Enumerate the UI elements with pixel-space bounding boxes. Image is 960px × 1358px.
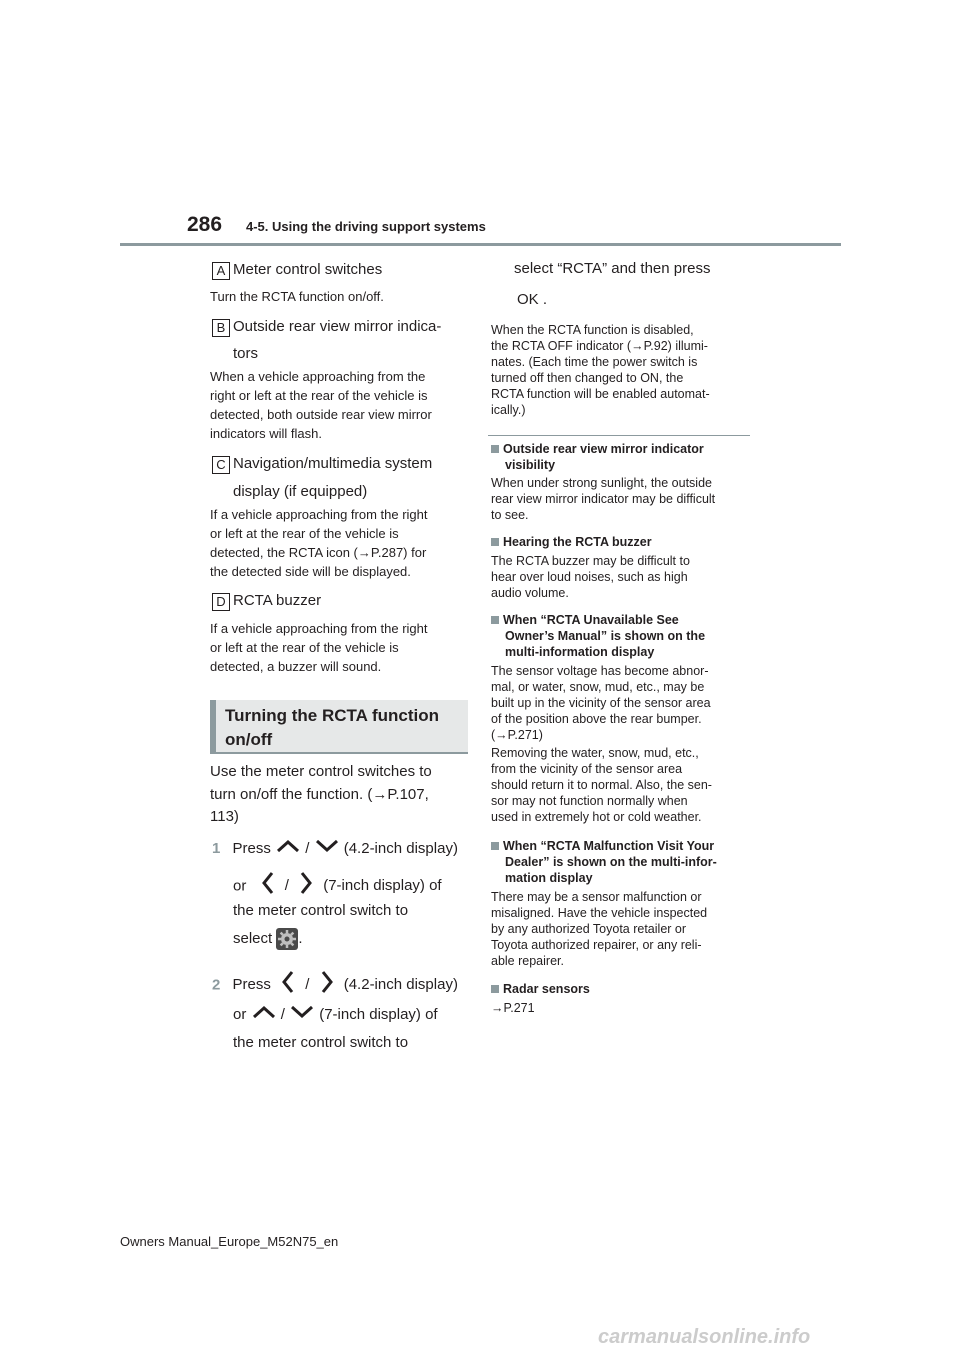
footer-text: Owners Manual_Europe_M52N75_en — [120, 1234, 339, 1249]
item-c-desc-2: or left at the rear of the vehicle is — [210, 526, 399, 541]
rsec-1-body: When under strong sunlight, the outside — [491, 476, 712, 490]
item-c-desc-3: detected, the RCTA icon (→P.287) for — [210, 545, 427, 560]
item-d-desc-2: or left at the rear of the vehicle is — [210, 640, 399, 655]
note-line: When the RCTA function is disabled, — [491, 323, 694, 337]
section-title: 4-5. Using the driving support systems — [246, 219, 486, 234]
item-a-title: Meter control switches — [233, 261, 383, 278]
bullet-square-icon — [491, 445, 499, 453]
rsec-1-body: to see. — [491, 508, 529, 522]
rsec-5-body: →P.271 — [491, 1001, 535, 1015]
step-2-or: or — [233, 1006, 247, 1023]
step-1-slash-2: / — [284, 877, 289, 895]
step-1-line-1 — [212, 838, 458, 860]
rsec-4-body: misaligned. Have the vehicle inspected — [491, 906, 708, 920]
section-heading — [210, 700, 468, 754]
note-line: the RCTA OFF indicator (→P.92) illumi- — [491, 339, 708, 353]
rsec-3-body: (→P.271) — [491, 728, 543, 742]
step-2-press: Press — [232, 976, 271, 994]
step-2-line-3: the meter control switch to — [233, 1034, 409, 1051]
step-1-line-3: the meter control switch to — [233, 902, 409, 919]
rsec-3-title: When “RCTA Unavailable See — [503, 613, 679, 627]
chevron-up-icon — [275, 838, 301, 860]
ok-button-label: OK — [517, 291, 539, 308]
right-separator — [488, 435, 750, 436]
rsec-2-body: The RCTA buzzer may be difficult to — [491, 554, 690, 568]
rsec-3-body: built up in the vicinity of the sensor area — [491, 696, 711, 710]
right-cont-2 — [517, 289, 547, 311]
bullet-square-icon — [491, 985, 499, 993]
step-2-line-1 — [212, 970, 458, 1001]
step-1-line-2 — [233, 871, 442, 902]
step-2-slash-2: / — [280, 1006, 285, 1023]
rsec-2-title: Hearing the RCTA buzzer — [503, 535, 652, 549]
item-b-title-1: Outside rear view mirror indica- — [233, 318, 442, 335]
gear-icon — [276, 928, 298, 950]
letter-b: B — [212, 319, 230, 337]
item-d-desc-3: detected, a buzzer will sound. — [210, 659, 382, 674]
step-2-line-2 — [233, 1004, 438, 1026]
bullet-square-icon — [491, 616, 499, 624]
rsec-4 — [491, 838, 761, 969]
right-cont-1: select “RCTA” and then press — [514, 260, 711, 277]
chevron-up-icon — [251, 1004, 277, 1026]
rsec-4-title-2: Dealer” is shown on the multi-infor- — [505, 855, 717, 869]
right-note — [491, 322, 751, 418]
rsec-4-body: able repairer. — [491, 954, 564, 968]
rsec-3-body: The sensor voltage has become abnor- — [491, 664, 709, 678]
note-line: nates. (Each time the power switch is — [491, 355, 698, 369]
section-heading-text — [225, 704, 439, 752]
note-line: ically.) — [491, 403, 526, 417]
step-1-end: . — [298, 930, 303, 947]
item-b-desc-1: When a vehicle approaching from the — [210, 369, 426, 384]
item-c-desc-1: If a vehicle approaching from the right — [210, 507, 428, 522]
step-2-disp7: (7-inch display) of — [319, 1006, 438, 1023]
item-c-desc-4: the detected side will be displayed. — [210, 564, 411, 579]
step-2-disp42: (4.2-inch display) — [343, 976, 458, 994]
right-cont-end: . — [542, 291, 548, 308]
step-2-number: 2 — [212, 976, 221, 994]
rsec-3 — [491, 612, 761, 825]
rsec-3-body: sor may not function normally when — [491, 794, 688, 808]
item-b-desc-2: right or left at the rear of the vehicle is — [210, 388, 428, 403]
step-2-slash: / — [305, 976, 310, 994]
rsec-1-title-2: visibility — [505, 458, 556, 472]
page-number: 286 — [187, 213, 223, 236]
rsec-4-title-3: mation display — [505, 871, 593, 885]
rsec-1-title: Outside rear view mirror indicator — [503, 442, 704, 456]
rsec-1 — [491, 441, 761, 523]
item-d-desc-1: If a vehicle approaching from the right — [210, 621, 428, 636]
rsec-3-title-3: multi-information display — [505, 645, 655, 659]
rsec-5 — [491, 981, 761, 1016]
rsec-3-body: Removing the water, snow, mud, etc., — [491, 746, 699, 760]
intro-line-1: Use the meter control switches to — [210, 763, 432, 780]
step-1-press: Press — [232, 840, 271, 857]
note-line: turned off then changed to ON, the — [491, 371, 684, 385]
rsec-2 — [491, 534, 761, 601]
rsec-4-body: by any authorized Toyota retailer or — [491, 922, 687, 936]
intro-line-3: 113) — [210, 808, 239, 825]
heading-line-1: Turning the RCTA function — [225, 706, 440, 725]
step-1-disp42: (4.2-inch display) — [343, 840, 458, 857]
item-a-desc: Turn the RCTA function on/off. — [210, 289, 384, 304]
step-1-line-4 — [233, 928, 303, 950]
rsec-2-body: hear over loud noises, such as high — [491, 570, 688, 584]
bullet-square-icon — [491, 842, 499, 850]
watermark: carmanualsonline.info — [598, 1326, 811, 1348]
bullet-square-icon — [491, 538, 499, 546]
chevron-left-icon — [261, 871, 275, 902]
chevron-down-icon — [289, 1004, 315, 1026]
item-c-title-2: display (if equipped) — [233, 483, 368, 500]
rsec-3-body: should return it to normal. Also, the sen- — [491, 778, 712, 792]
rsec-3-body: from the vicinity of the sensor area — [491, 762, 683, 776]
chevron-down-icon — [314, 838, 340, 860]
rsec-4-body: There may be a sensor malfunction or — [491, 890, 702, 904]
note-line: RCTA function will be enabled automat- — [491, 387, 710, 401]
chevron-left-icon — [281, 970, 295, 1001]
rsec-3-title-2: Owner’s Manual” is shown on the — [505, 629, 706, 643]
rsec-3-body: used in extremely hot or cold weather. — [491, 810, 702, 824]
item-d-title: RCTA buzzer — [233, 592, 322, 609]
rsec-1-body: rear view mirror indicator may be difficult — [491, 492, 716, 506]
chevron-right-icon — [320, 970, 334, 1001]
step-1-or: or — [233, 877, 247, 895]
rsec-4-body: Toyota authorized repairer, or any reli- — [491, 938, 702, 952]
rsec-4-title: When “RCTA Malfunction Visit Your — [503, 839, 715, 853]
letter-a: A — [212, 262, 230, 280]
rsec-3-body: mal, or water, snow, mud, etc., may be — [491, 680, 705, 694]
header-rule — [120, 243, 841, 246]
rsec-5-title: Radar sensors — [503, 982, 590, 996]
step-1-disp7: (7-inch display) of — [323, 877, 442, 895]
chevron-right-icon — [299, 871, 313, 902]
intro-line-2: turn on/off the function. (→P.107, — [210, 786, 429, 803]
letter-c: C — [212, 456, 230, 474]
step-1-select: select — [233, 930, 273, 947]
letter-d: D — [212, 593, 230, 611]
heading-line-2: on/off — [225, 730, 273, 749]
item-b-desc-4: indicators will flash. — [210, 426, 322, 441]
rsec-2-body: audio volume. — [491, 586, 569, 600]
rsec-3-body: of the position above the rear bumper. — [491, 712, 702, 726]
step-1-number: 1 — [212, 840, 221, 857]
item-c-title-1: Navigation/multimedia system — [233, 455, 433, 472]
item-b-desc-3: detected, both outside rear view mirror — [210, 407, 432, 422]
step-1-slash: / — [305, 840, 310, 857]
item-b-title-2: tors — [233, 345, 259, 362]
